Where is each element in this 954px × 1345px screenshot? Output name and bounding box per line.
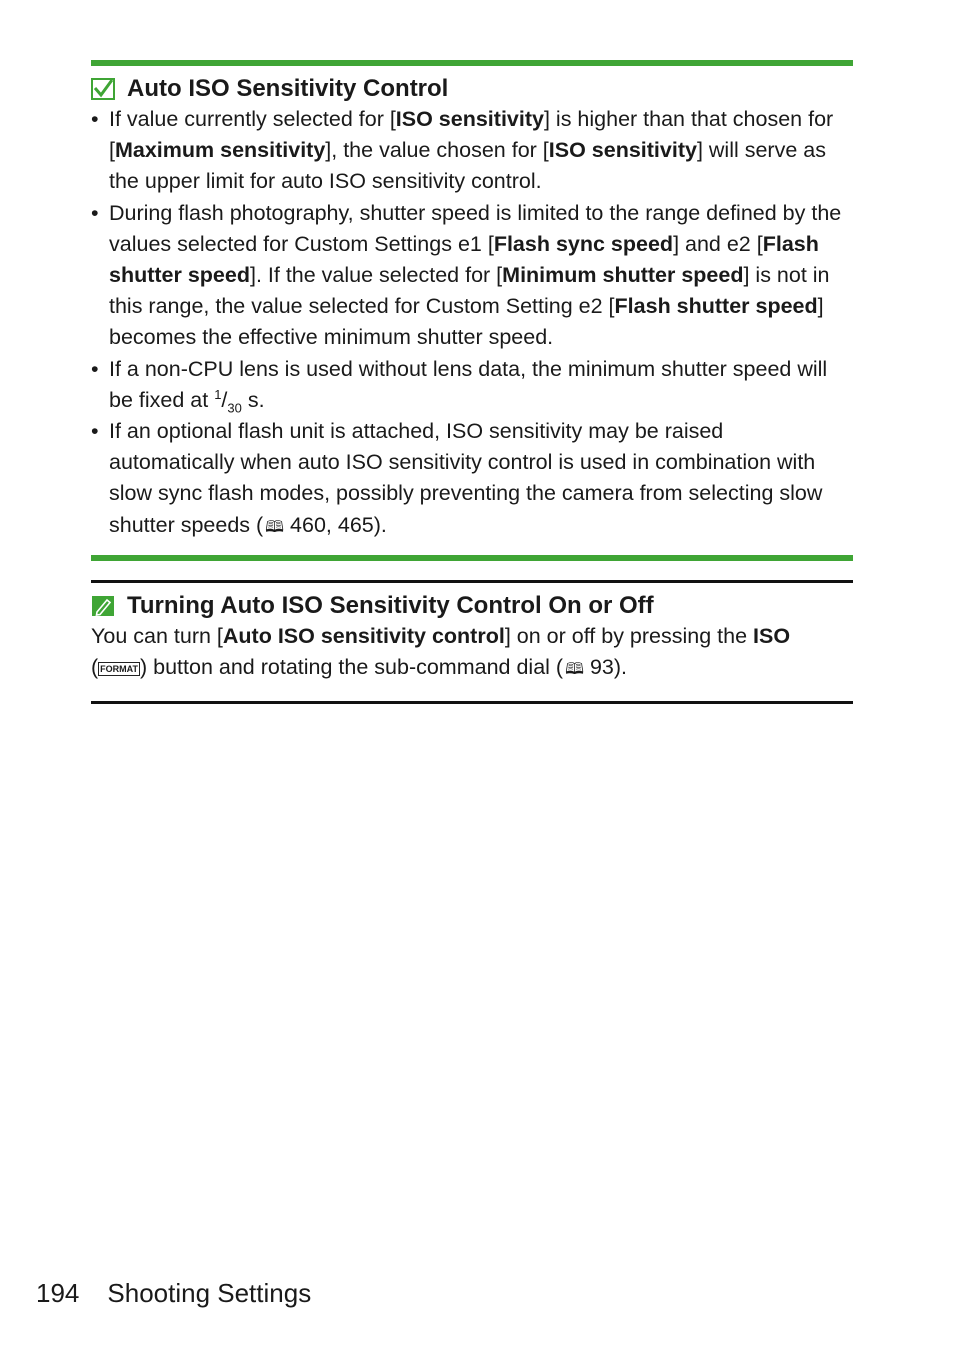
page-number: 194 [36, 1278, 80, 1308]
list-item: • If value currently selected for [ISO sensitivity] is higher than that chosen for [Maximum sensitivity], the value chosen for [ISO sensitivity] will serve as the upper limit for auto ISO sensitivity control. [91, 104, 853, 198]
check-note-icon [91, 78, 115, 100]
section-title: Shooting Settings [107, 1278, 312, 1308]
note-bottom-rule [91, 555, 853, 561]
note-turning-auto-iso [91, 580, 853, 685]
list-item: • During flash photography, shutter speed is limited to the range defined by the values selected for Custom Settings e1 [Flash sync speed] and e2 [Flash shutter speed]. If the value selected for [Minimum shutter speed] is not in this range, the value selected for Custom Setting e2 [Flash shutter speed] becomes the effective minimum shutter speed. [91, 198, 853, 354]
note-heading [91, 74, 853, 104]
book-icon: 🕮 [265, 518, 285, 536]
pencil-note-icon [91, 595, 115, 617]
note-heading [91, 591, 853, 621]
list-item: • If an optional flash unit is attached, ISO sensitivity may be raised automatically when auto ISO sensitivity control is used in combination with slow sync flash modes, possibly preventing the camera from selecting slow shutter speeds ( 🕮 460, 465). [91, 416, 853, 543]
note-title: Turning Auto ISO Sensitivity Control On or Off [127, 592, 654, 619]
note-bullets [91, 104, 853, 543]
note-auto-iso [91, 60, 853, 543]
note-bottom-rule [91, 701, 853, 704]
format-button-icon: FORMAT [100, 664, 138, 674]
note-title: Auto ISO Sensitivity Control [127, 75, 449, 102]
book-icon: 🕮 [565, 661, 584, 678]
note-body: You can turn [Auto ISO sensitivity control] on or off by pressing the ISO ( FORMAT) button and rotating the sub-command dial ( 🕮 93). [91, 621, 853, 685]
page-footer [36, 1276, 311, 1310]
list-item: • If a non-CPU lens is used without lens data, the minimum shutter speed will be fixed at $^1/_{30}$ s. [91, 354, 853, 416]
